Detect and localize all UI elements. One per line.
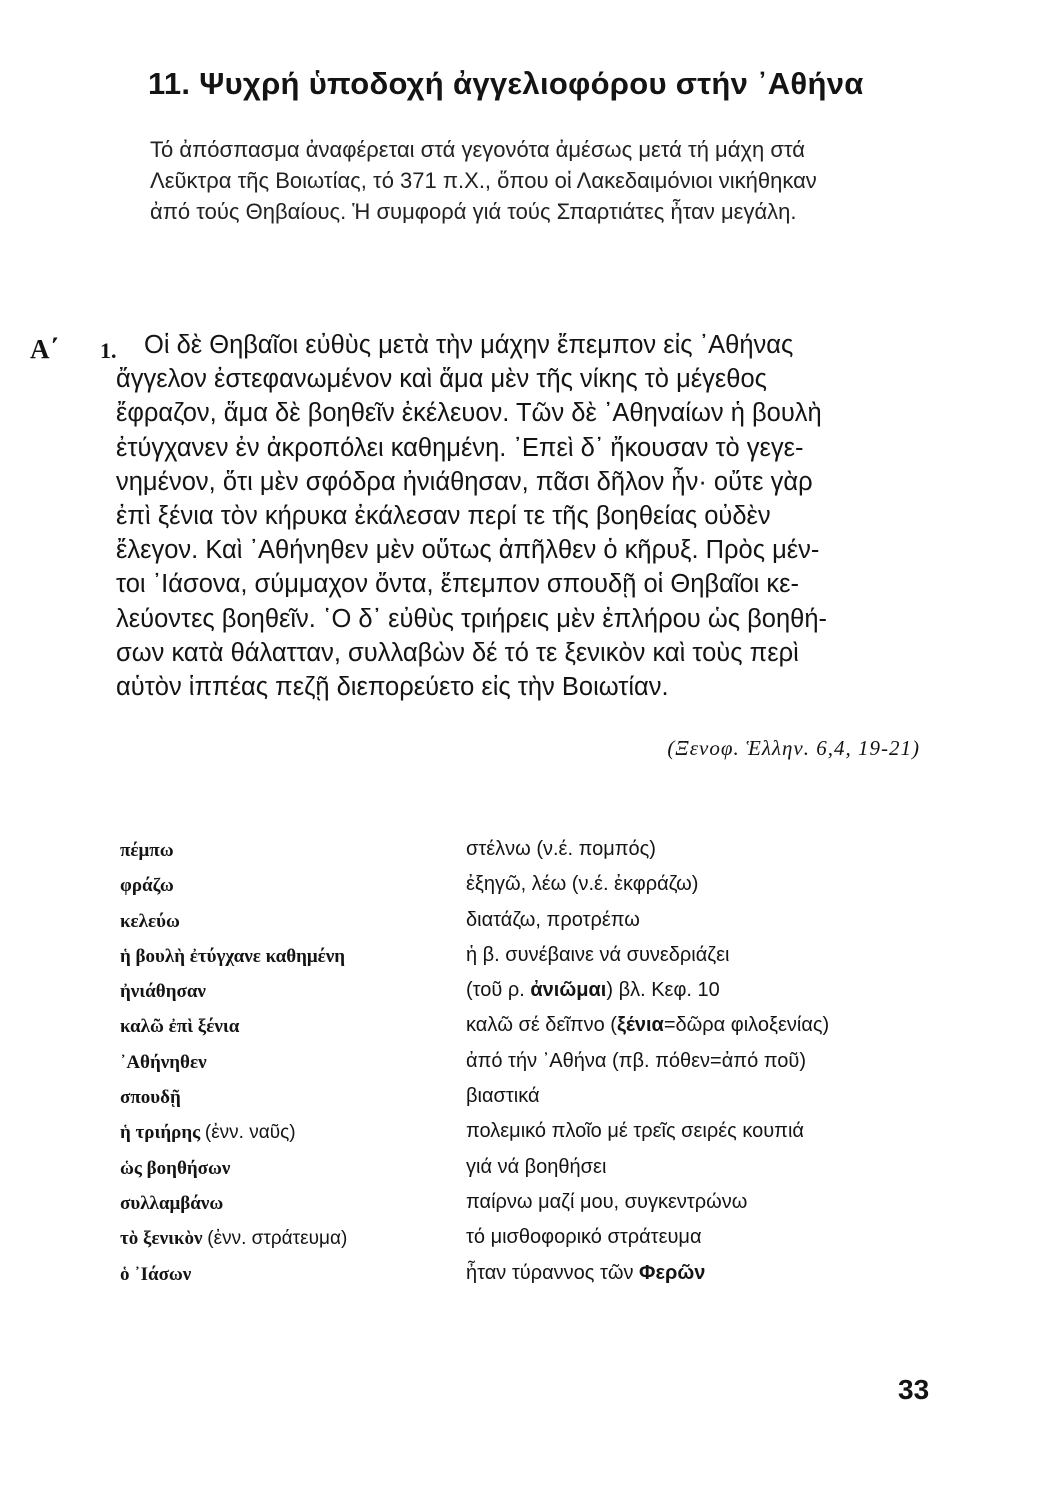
glossary-definition (466, 1050, 806, 1073)
page-title: 11. Ψυχρή ὑποδοχή ἀγγελιοφόρου στήν ᾿Αθήνα (148, 66, 864, 101)
glossary-definition (466, 909, 640, 932)
glossary-definition (466, 1014, 829, 1037)
glossary-term-cell (120, 909, 466, 933)
glossary-term-cell (120, 873, 466, 897)
glossary-term: ἡ βουλὴ ἐτύγχανε καθημένη (120, 945, 346, 967)
glossary-term-cell (120, 979, 466, 1003)
section-marker: Α΄ (30, 334, 59, 364)
glossary-definition (466, 1262, 705, 1285)
glossary-row (120, 1262, 960, 1297)
glossary-term: ἠνιάθησαν (120, 981, 206, 1003)
glossary-definition-emphasis: ξένια (616, 1014, 664, 1037)
glossary-term: καλῶ ἐπὶ ξένια (120, 1016, 240, 1038)
glossary-definition (466, 1191, 747, 1214)
text-line: ἐτύγχανεν ἐν ἀκροπόλει καθημένη. ᾿Επεὶ δ᾿ ἤκουσαν τὸ γεγε- (116, 433, 804, 462)
page-number: 33 (898, 1374, 930, 1405)
glossary-term: κελεύω (120, 910, 180, 932)
glossary-term-note: (ἐνν. ναῦς) (204, 1122, 296, 1144)
glossary-term: ὡς βοηθήσων (120, 1157, 231, 1179)
glossary-term-cell (120, 1120, 466, 1144)
text-line: νημένον, ὅτι μὲν σφόδρα ἠνιάθησαν, πᾶσι δῆλον ἦν· οὔτε γὰρ (116, 467, 813, 496)
glossary-definition-text: καλῶ σέ δεῖπνο ( (466, 1014, 617, 1037)
glossary-definition-text: στέλνω (ν.έ. πομπός) (466, 838, 656, 860)
glossary-row (120, 1050, 960, 1085)
glossary-term-cell (120, 838, 466, 862)
glossary-term: τὸ ξενικὸν (120, 1228, 203, 1250)
glossary-term: φράζω (120, 875, 174, 897)
glossary-definition-emphasis: ἀνιῶμαι (530, 979, 607, 1002)
intro-paragraph (150, 134, 930, 227)
glossary-term: συλλαμβάνω (120, 1192, 224, 1214)
glossary-definition (466, 1226, 702, 1249)
glossary-term: ὁ ᾿Ιάσων (120, 1263, 192, 1285)
glossary-row (120, 944, 960, 979)
glossary-definition-text: διατάζω, προτρέπω (466, 908, 640, 931)
text-line: ἔφραζον, ἅμα δὲ βοηθεῖν ἐκέλευον. Τῶν δὲ ᾿Αθηναίων ἡ βουλὴ (116, 399, 822, 428)
glossary-row (120, 1085, 960, 1120)
paragraph-number: 1. (100, 338, 117, 363)
glossary-row (120, 838, 960, 873)
glossary-row (120, 979, 960, 1014)
glossary-row (120, 1120, 960, 1155)
glossary-definition-text: γιά νά βοηθήσει (466, 1155, 607, 1178)
glossary-definition-text: βιαστικά (466, 1085, 540, 1108)
glossary-term: ᾿Αθήνηθεν (120, 1051, 207, 1073)
glossary-definition-text: τό μισθοφορικό στράτευμα (466, 1226, 702, 1249)
glossary-term: πέμπω (120, 840, 174, 861)
glossary-row (120, 1191, 960, 1226)
glossary-term-cell (120, 1191, 466, 1215)
text-line: Οἱ δὲ Θηβαῖοι εὐθὺς μετὰ τὴν μάχην ἔπεμπον εἰς ᾿Αθήνας (144, 331, 794, 359)
glossary-term-cell (120, 1226, 466, 1250)
glossary-definition-text: ἡ β. συνέβαινε νά συνεδριάζει (466, 943, 730, 966)
text-line: αὑτὸν ἱππέας πεζῇ διεπορεύετο εἰς τὴν Βοιωτίαν. (116, 673, 669, 702)
glossary-definition (466, 838, 656, 861)
glossary-term: ἡ τριήρης (120, 1122, 201, 1144)
glossary-definition-text: ) βλ. Κεφ. 10 (606, 979, 720, 1002)
text-line: σων κατὰ θάλατταν, συλλαβὼν δέ τό τε ξενικὸν καὶ τοὺς περὶ (116, 638, 799, 667)
glossary-term-cell (120, 1050, 466, 1074)
text-line: τοι ᾿Ιάσονα, σύμμαχον ὄντα, ἔπεμπον σπουδῇ οἱ Θηβαῖοι κε- (116, 570, 800, 599)
glossary-definition-text: παίρνω μαζί μου, συγκεντρώνω (466, 1190, 748, 1213)
intro-line: Τό ἀπόσπασμα ἀναφέρεται στά γεγονότα ἀμέσως μετά τή μάχη στά (150, 137, 806, 162)
glossary-term: σπουδῇ (120, 1087, 181, 1109)
glossary-definition-text: ἐξηγῶ, λέω (ν.έ. ἐκφράζω) (466, 873, 699, 896)
glossary-definition-text: =δῶρα φιλοξενίας) (663, 1014, 830, 1037)
glossary-definition (466, 1120, 804, 1143)
intro-line: Λεῦκτρα τῆς Βοιωτίας, τό 371 π.Χ., ὅπου οἱ Λακεδαιμόνιοι νικήθηκαν (150, 168, 817, 193)
glossary-term-cell (120, 1156, 466, 1180)
glossary-definition (466, 1085, 540, 1108)
glossary-definition (466, 979, 720, 1002)
glossary-definition-text: ἀπό τήν ᾿Αθήνα (πβ. πόθεν=ἀπό ποῦ) (466, 1049, 806, 1072)
glossary-term-cell (120, 1262, 466, 1286)
glossary-definition-text: (τοῦ ρ. (466, 979, 531, 1002)
ancient-greek-text (116, 328, 936, 704)
glossary-term-cell (120, 1085, 466, 1109)
glossary-table (120, 838, 960, 1297)
glossary-definition (466, 873, 698, 896)
text-line: ἐπὶ ξένια τὸν κήρυκα ἐκάλεσαν περί τε τῆς βοηθείας οὐδὲν (116, 502, 771, 531)
glossary-term-note: (ἐνν. στράτευμα) (207, 1228, 348, 1250)
glossary-term-cell (120, 1014, 466, 1038)
text-line: λεύοντες βοηθεῖν. ῾Ο δ᾿ εὐθὺς τριήρεις μὲν ἐπλήρου ὡς βοηθή- (116, 604, 827, 633)
text-line: ἔλεγον. Καὶ ᾿Αθήνηθεν μὲν οὕτως ἀπῆλθεν ὁ κῆρυξ. Πρὸς μέν- (116, 536, 820, 565)
glossary-row (120, 1014, 960, 1049)
glossary-row (120, 1156, 960, 1191)
glossary-definition (466, 944, 730, 967)
glossary-definition-text: ἦταν τύραννος τῶν (466, 1261, 640, 1284)
intro-line: ἀπό τούς Θηβαίους. Ἡ συμφορά γιά τούς Σπαρτιάτες ἦταν μεγάλη. (150, 199, 797, 224)
glossary-row (120, 909, 960, 944)
text-line: ἄγγελον ἐστεφανωμένον καὶ ἅμα μὲν τῆς νίκης τὸ μέγεθος (116, 365, 767, 394)
source-citation: (Ξενοφ. Ἑλλην. 6,4, 19-21) (667, 736, 920, 760)
glossary-row (120, 1226, 960, 1261)
glossary-row (120, 873, 960, 908)
glossary-term-cell (120, 944, 466, 968)
glossary-definition-text: πολεμικό πλοῖο μέ τρεῖς σειρές κουπιά (466, 1120, 804, 1143)
glossary-definition (466, 1156, 606, 1179)
glossary-definition-emphasis: Φερῶν (639, 1261, 706, 1284)
